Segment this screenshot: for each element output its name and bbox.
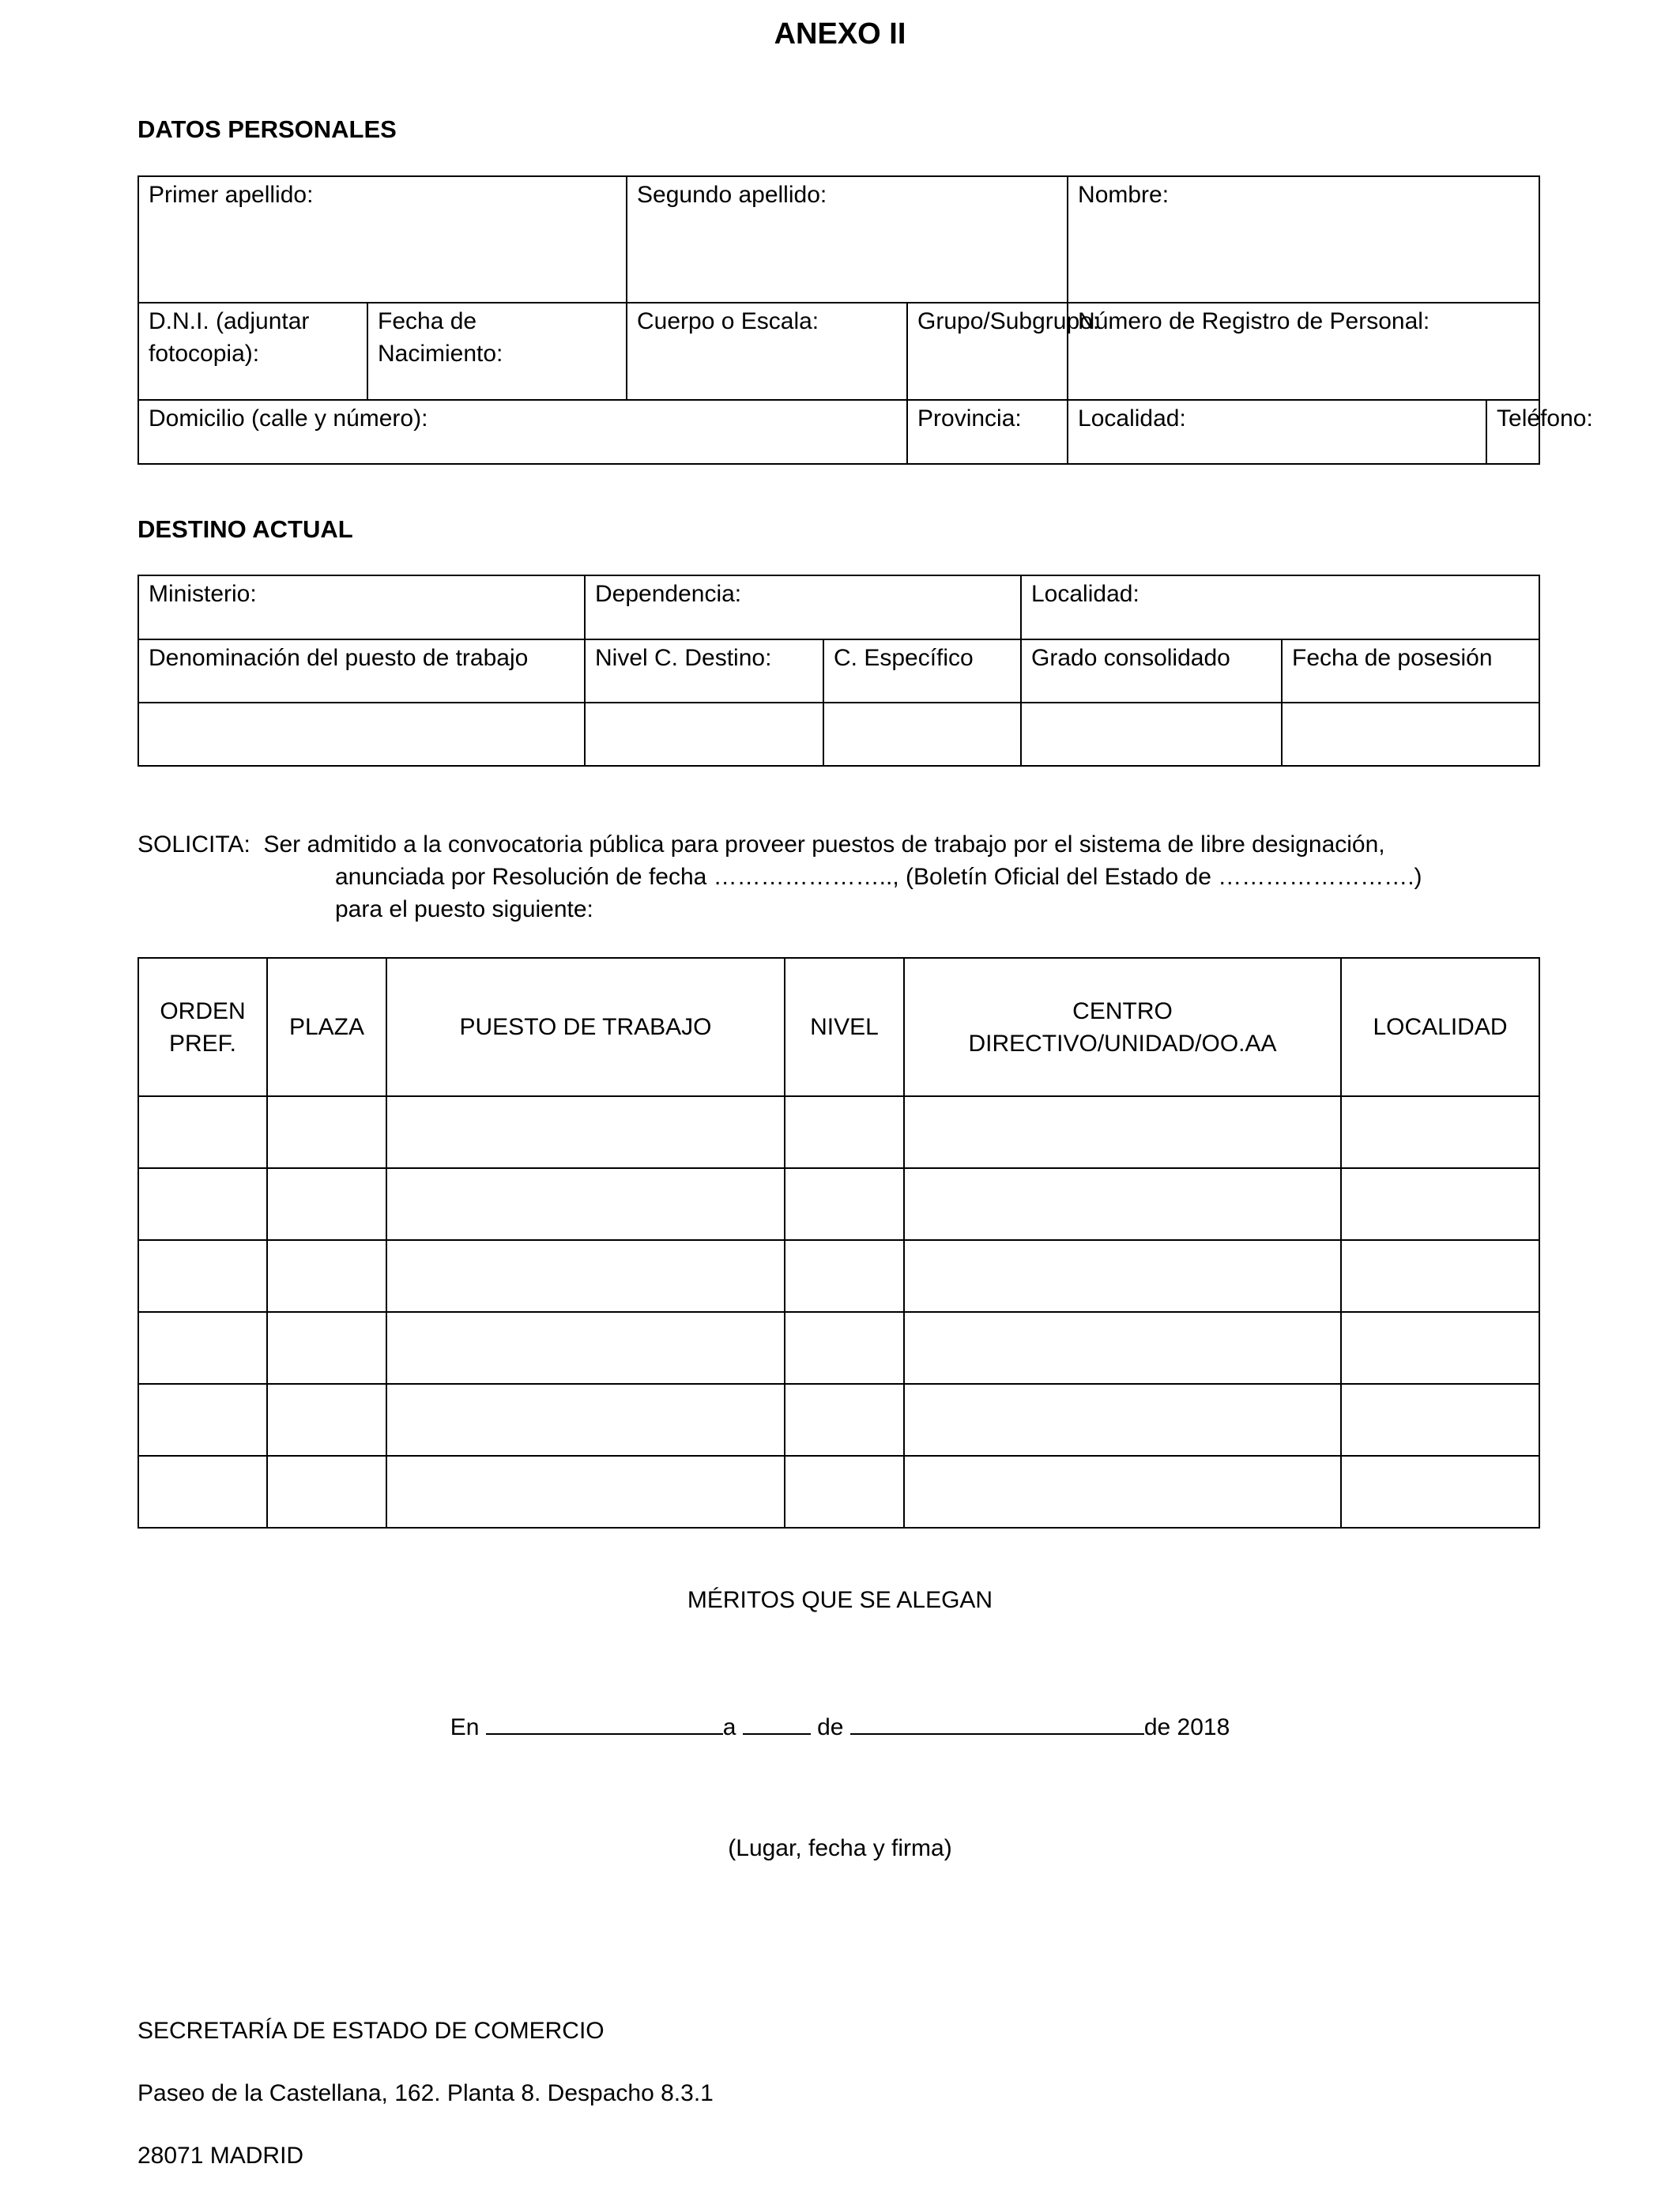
datos-personales-table [137,175,1593,465]
firma-a: a [722,1714,736,1740]
fecha-nacimiento-label-line2: Nacimiento: [378,341,503,367]
fecha-posesion-input[interactable] [1282,703,1539,766]
plaza-cell[interactable] [267,1384,386,1456]
plaza-cell[interactable] [267,1096,386,1168]
mes-blank[interactable] [850,1711,1144,1735]
firma-de: de [817,1714,844,1740]
nivel-destino-header [585,639,823,703]
centro-cell[interactable] [904,1096,1341,1168]
especifico-input[interactable] [823,703,1021,766]
plaza-cell[interactable] [267,1168,386,1240]
puesto-cell[interactable] [386,1168,785,1240]
centro-cell[interactable] [904,1240,1341,1312]
registro-personal-label: Número de Registro de Personal: [1078,308,1430,334]
footer-codigo-postal: 28071 MADRID [137,2143,304,2169]
localidad-cell[interactable] [1341,1384,1539,1456]
orden-pref-header [138,958,267,1096]
dependencia-field[interactable] [585,575,1021,639]
telefono-label: Teléfono: [1497,405,1593,432]
nivel-cell[interactable] [785,1096,904,1168]
solicita-text-line3: para el puesto siguiente: [335,896,593,922]
centro-cell[interactable] [904,1456,1341,1528]
centro-cell[interactable] [904,1384,1341,1456]
plaza-cell[interactable] [267,1312,386,1384]
nivel-cell[interactable] [785,1456,904,1528]
puestos-table [137,957,1540,1529]
especifico-label: C. Específico [834,645,974,671]
localidad-cell[interactable] [1341,1240,1539,1312]
localidad-cell[interactable] [1341,1456,1539,1528]
orden-cell[interactable] [138,1456,267,1528]
cuerpo-escala-label: Cuerpo o Escala: [637,308,819,334]
footer-organismo: SECRETARÍA DE ESTADO DE COMERCIO [137,2018,605,2044]
puesto-row [138,1456,1539,1528]
domicilio-label: Domicilio (calle y número): [149,405,428,432]
puestos-header-row [138,958,1539,1096]
denominacion-input[interactable] [138,703,585,766]
nivel-cell[interactable] [785,1312,904,1384]
footer-direccion: Paseo de la Castellana, 162. Planta 8. Despacho 8.3.1 [137,2080,714,2106]
primer-apellido-field[interactable] [138,176,627,303]
cuerpo-escala-field[interactable] [627,303,907,400]
puesto-cell[interactable] [386,1384,785,1456]
puesto-row [138,1096,1539,1168]
plaza-cell[interactable] [267,1456,386,1528]
destino-localidad-label: Localidad: [1031,581,1139,607]
orden-cell[interactable] [138,1312,267,1384]
solicita-text-line2: anunciada por Resolución de fecha ………………….., (Boletín Oficial del Estado de …………………….) [335,864,1422,890]
dni-label-line1: D.N.I. (adjuntar [149,308,310,334]
nivel-cell[interactable] [785,1240,904,1312]
puesto-row [138,1240,1539,1312]
dni-field[interactable] [138,303,367,400]
orden-header-line1: ORDEN [160,997,246,1024]
centro-cell[interactable] [904,1168,1341,1240]
nivel-cell[interactable] [785,1168,904,1240]
puesto-trabajo-header: PUESTO DE TRABAJO [386,958,785,1096]
segundo-apellido-label: Segundo apellido: [637,182,827,208]
grado-header [1021,639,1282,703]
especifico-header [823,639,1021,703]
nivel-header: NIVEL [785,958,904,1096]
fecha-posesion-header [1282,639,1539,703]
centro-header-line1: CENTRO [1072,997,1173,1024]
dia-blank[interactable] [743,1711,811,1735]
plaza-header: PLAZA [267,958,386,1096]
grado-label: Grado consolidado [1031,645,1230,671]
destino-actual-table [137,575,1540,767]
denominacion-header [138,639,585,703]
puesto-row [138,1384,1539,1456]
dni-label-line2: fotocopia): [149,341,260,367]
ministerio-field[interactable] [138,575,585,639]
section-heading-datos-personales: DATOS PERSONALES [137,115,397,143]
centro-cell[interactable] [904,1312,1341,1384]
localidad-cell[interactable] [1341,1168,1539,1240]
plaza-cell[interactable] [267,1240,386,1312]
denominacion-label: Denominación del puesto de trabajo [149,645,529,671]
puesto-row [138,1312,1539,1384]
puestos-body [138,1096,1539,1528]
meritos-heading: MÉRITOS QUE SE ALEGAN [687,1587,993,1613]
telefono-field[interactable] [1486,400,1593,464]
nivel-destino-label: Nivel C. Destino: [595,645,772,671]
solicita-line3 [137,893,1535,925]
primer-apellido-label: Primer apellido: [149,182,314,208]
centro-directivo-header [904,958,1341,1096]
puesto-cell[interactable] [386,1096,785,1168]
solicita-line2 [137,861,1535,893]
provincia-label: Provincia: [917,405,1022,432]
nombre-label: Nombre: [1078,182,1170,208]
grado-input[interactable] [1021,703,1282,766]
orden-cell[interactable] [138,1096,267,1168]
nivel-destino-input[interactable] [585,703,823,766]
orden-cell[interactable] [138,1384,267,1456]
provincia-field[interactable] [907,400,1068,464]
grupo-subgrupo-label: Grupo/Subgrupo: [917,308,1100,334]
ministerio-label: Ministerio: [149,581,257,607]
fecha-nacimiento-label-line1: Fecha de [378,308,477,334]
puesto-cell[interactable] [386,1240,785,1312]
domicilio-field[interactable] [138,400,907,464]
puesto-row [138,1168,1539,1240]
puesto-cell[interactable] [386,1456,785,1528]
puesto-cell[interactable] [386,1312,785,1384]
localidad-label: Localidad: [1078,405,1186,432]
segundo-apellido-field[interactable] [627,176,1068,303]
registro-personal-field[interactable] [1068,303,1539,400]
solicita-label: SOLICITA: [137,831,250,858]
solicita-line1 [137,828,1535,861]
orden-header-line2: PREF. [168,1030,237,1057]
dependencia-label: Dependencia: [595,581,742,607]
firma-line [0,1711,1680,1741]
page-title: ANEXO II [774,17,906,51]
solicita-text-line1: Ser admitido a la convocatoria pública para proveer puestos de trabajo por el sistema de libre designación, [263,831,1385,858]
solicita-paragraph [137,828,1535,925]
orden-cell[interactable] [138,1168,267,1240]
nivel-cell[interactable] [785,1384,904,1456]
localidad-header: LOCALIDAD [1341,958,1539,1096]
lugar-fecha-firma-caption: (Lugar, fecha y firma) [728,1835,952,1861]
section-heading-destino-actual: DESTINO ACTUAL [137,515,353,543]
nombre-field[interactable] [1068,176,1539,303]
centro-header-line2: DIRECTIVO/UNIDAD/OO.AA [968,1030,1277,1057]
fecha-posesion-label: Fecha de posesión [1292,645,1493,671]
firma-en: En [450,1714,480,1740]
localidad-cell[interactable] [1341,1312,1539,1384]
orden-cell[interactable] [138,1240,267,1312]
localidad-field[interactable] [1068,400,1486,464]
fecha-nacimiento-field[interactable] [367,303,627,400]
lugar-blank[interactable] [486,1711,723,1735]
grupo-subgrupo-field[interactable] [907,303,1100,400]
localidad-cell[interactable] [1341,1096,1539,1168]
firma-year: de 2018 [1143,1714,1230,1740]
destino-localidad-field[interactable] [1021,575,1539,639]
